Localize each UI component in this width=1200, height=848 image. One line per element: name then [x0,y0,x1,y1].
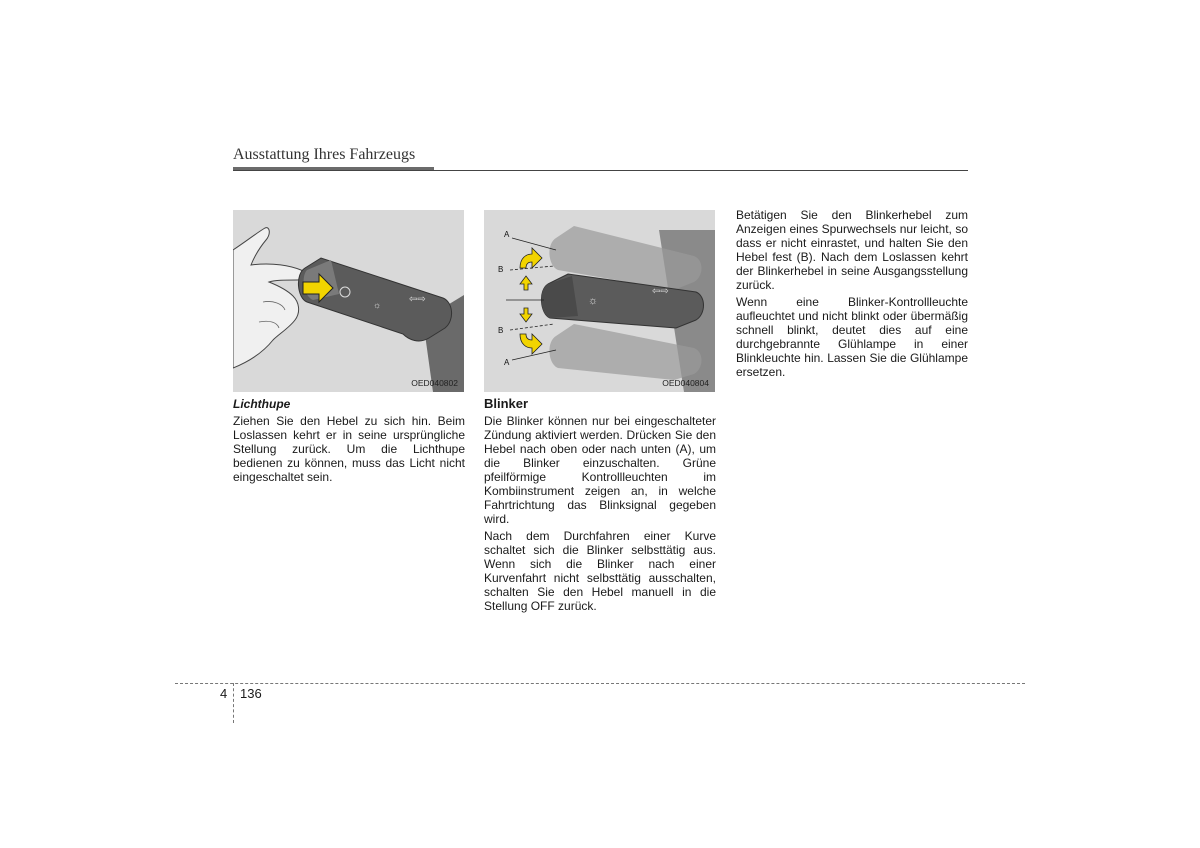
svg-text:☼: ☼ [373,300,382,310]
figure-label-a-top: A [504,230,510,239]
column-lane-change [736,208,968,379]
figure-blinker [484,210,715,392]
body-paragraph: Betätigen Sie den Blinkerhebel zum Anzeigen eines Spurwechsels nur leicht, so dass er nicht einrastet, und halten Sie den Hebel fest (B). Nach dem Loslassen kehrt der Blinkerhebel in seine Ausgangsstellung zurück. [736,208,968,292]
svg-text:☼: ☼ [588,295,599,307]
footer-rule [175,683,1025,684]
figure-code: OED040804 [662,378,709,388]
page-number: 136 [240,686,262,701]
lever-illustration-flash [233,210,464,392]
body-paragraph: Ziehen Sie den Hebel zu sich hin. Beim Loslassen kehrt er in seine ursprüngliche Stellung zurück. Um die Lichthupe bedienen zu können, muss das Licht nicht eingeschaltet sein. [233,414,465,484]
column-blinker [484,397,716,613]
turn-down-arrow-icon [520,334,542,354]
figure-label-b-bottom: B [498,326,504,335]
change-down-arrow-icon [520,308,532,322]
body-paragraph: Die Blinker können nur bei eingeschalteter Zündung aktiviert werden. Drücken Sie den Hebel nach oben oder nach unten (A), um die Blinker einzuschalten. Grüne pfeilförmige Kontrollleuchten im Kombiinstrument zeigen an, in welche Fahrtrichtung das Blinksignal gegeben wird. [484,414,716,526]
change-up-arrow-icon [520,276,532,290]
body-paragraph: Nach dem Durchfahren einer Kurve schaltet sich die Blinker selbsttätig aus. Wenn sich die Blinker nach einer Kurvenfahrt nicht selbsttätig ausschalten, schalten Sie den Hebel manuell in die Stellung OFF zurück. [484,529,716,613]
header-rule [233,170,968,171]
chapter-number: 4 [220,686,228,701]
figure-lichthupe [233,210,464,392]
figure-label-a-bottom: A [504,358,510,367]
section-heading: Blinker [484,396,529,411]
body-paragraph: Wenn eine Blinker-Kontrollleuchte aufleuchtet und nicht blinkt oder übermäßig schnell blinkt, deutet dies auf eine durchgebrannte Glühlampe in einer Blinkleuchte hin. Lassen Sie die Glühlampe ersetzen. [736,295,968,379]
footer-divider [233,683,234,723]
section-subhead: Lichthupe [233,397,291,411]
figure-label-b-top: B [498,265,504,274]
lever-illustration-turn [484,210,715,392]
svg-text:⇦⇨: ⇦⇨ [652,286,669,297]
svg-text:⇦⇨: ⇦⇨ [409,294,426,305]
column-lichthupe [233,397,465,484]
figure-code: OED040802 [411,378,458,388]
page-header-title: Ausstattung Ihres Fahrzeugs [233,146,416,163]
turn-up-arrow-icon [520,248,542,268]
